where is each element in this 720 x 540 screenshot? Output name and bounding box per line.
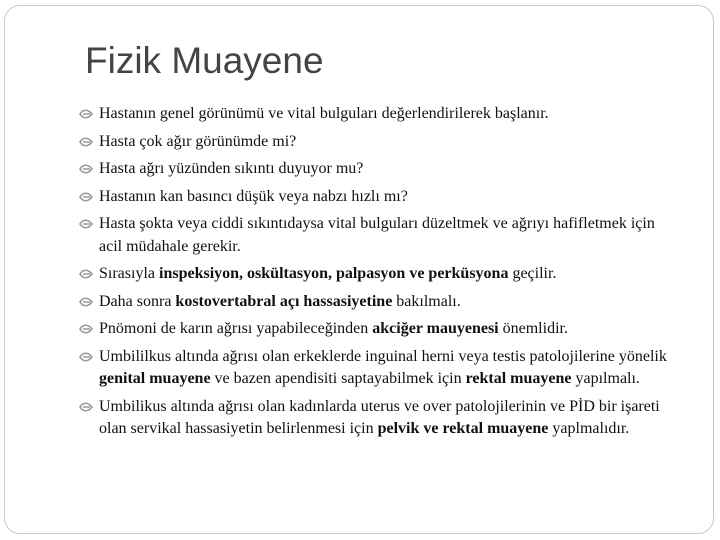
- arrow-bullet-icon: [79, 108, 93, 120]
- slide-title: Fizik Muayene: [85, 40, 324, 81]
- bullet-item-6: [79, 263, 679, 286]
- arrow-bullet-icon: [79, 191, 93, 203]
- bullet-text: Sırasıyla: [99, 265, 159, 282]
- bullet-item-2: [79, 131, 679, 154]
- bullet-list: [79, 103, 679, 446]
- bullet-text: Hasta şokta veya ciddi sıkıntıdaysa vital bulguları düzeltmek ve ağrıyı hafifletmek için acil müdahale gerekir.: [99, 215, 655, 255]
- bullet-item-10: [79, 396, 679, 441]
- bullet-text: Daha sonra: [99, 292, 176, 310]
- bullet-text: Hastanın genel görünümü ve vital bulguları değerlendirilerek başlanır.: [99, 105, 549, 122]
- bullet-bold-text: kostovertabral açı hassasiyetine: [175, 292, 393, 310]
- bullet-item-8: [79, 318, 679, 341]
- bullet-item-7: [79, 291, 679, 314]
- bullet-bold-text: genital muayene: [99, 370, 211, 387]
- bullet-text: geçilir.: [508, 265, 557, 282]
- bullet-text: Hastanın kan basıncı düşük veya nabzı hızlı mı?: [99, 187, 408, 205]
- bullet-item-9: [79, 346, 679, 391]
- bullet-item-3: [79, 158, 679, 181]
- arrow-bullet-icon: [79, 268, 93, 280]
- arrow-bullet-icon: [79, 218, 93, 230]
- arrow-bullet-icon: [79, 323, 93, 335]
- bullet-text: Hasta ağrı yüzünden sıkıntı duyuyor mu?: [99, 160, 364, 177]
- bullet-text: yapılmalı.: [571, 370, 640, 387]
- arrow-bullet-icon: [79, 296, 93, 308]
- bullet-bold-text: pelvik ve rektal muayene: [377, 420, 549, 437]
- bullet-text: yaplmalıdır.: [548, 420, 630, 437]
- slide-frame: [4, 5, 714, 534]
- bullet-bold-text: rektal muayene: [465, 370, 572, 387]
- bullet-text: Umbililkus altında ağrısı olan erkeklerde inguinal herni veya testis patolojilerine yönelik: [99, 347, 667, 365]
- bullet-text: önemlidir.: [498, 320, 568, 337]
- bullet-text: bakılmalı.: [392, 292, 461, 310]
- bullet-text: Pnömoni de karın ağrısı yapabileceğinden: [99, 320, 373, 337]
- arrow-bullet-icon: [79, 401, 93, 413]
- bullet-item-5: [79, 213, 679, 258]
- arrow-bullet-icon: [79, 351, 93, 363]
- bullet-item-4: [79, 186, 679, 209]
- bullet-text: Umbilikus altında ağrısı olan kadınlarda uterus ve over patolojilerinin ve PİD bir işareti olan servikal hassasiyetin belirlenmesi için: [99, 397, 660, 437]
- bullet-text: Hasta çok ağır görünümde mi?: [99, 132, 297, 150]
- bullet-text: ve bazen apendisiti saptayabilmek için: [210, 370, 466, 387]
- bullet-item-1: [79, 103, 679, 126]
- bullet-bold-text: inspeksiyon, oskültasyon, palpasyon ve perküsyona: [159, 265, 509, 282]
- arrow-bullet-icon: [79, 163, 93, 175]
- bullet-bold-text: akciğer mauyenesi: [372, 320, 499, 337]
- arrow-bullet-icon: [79, 136, 93, 148]
